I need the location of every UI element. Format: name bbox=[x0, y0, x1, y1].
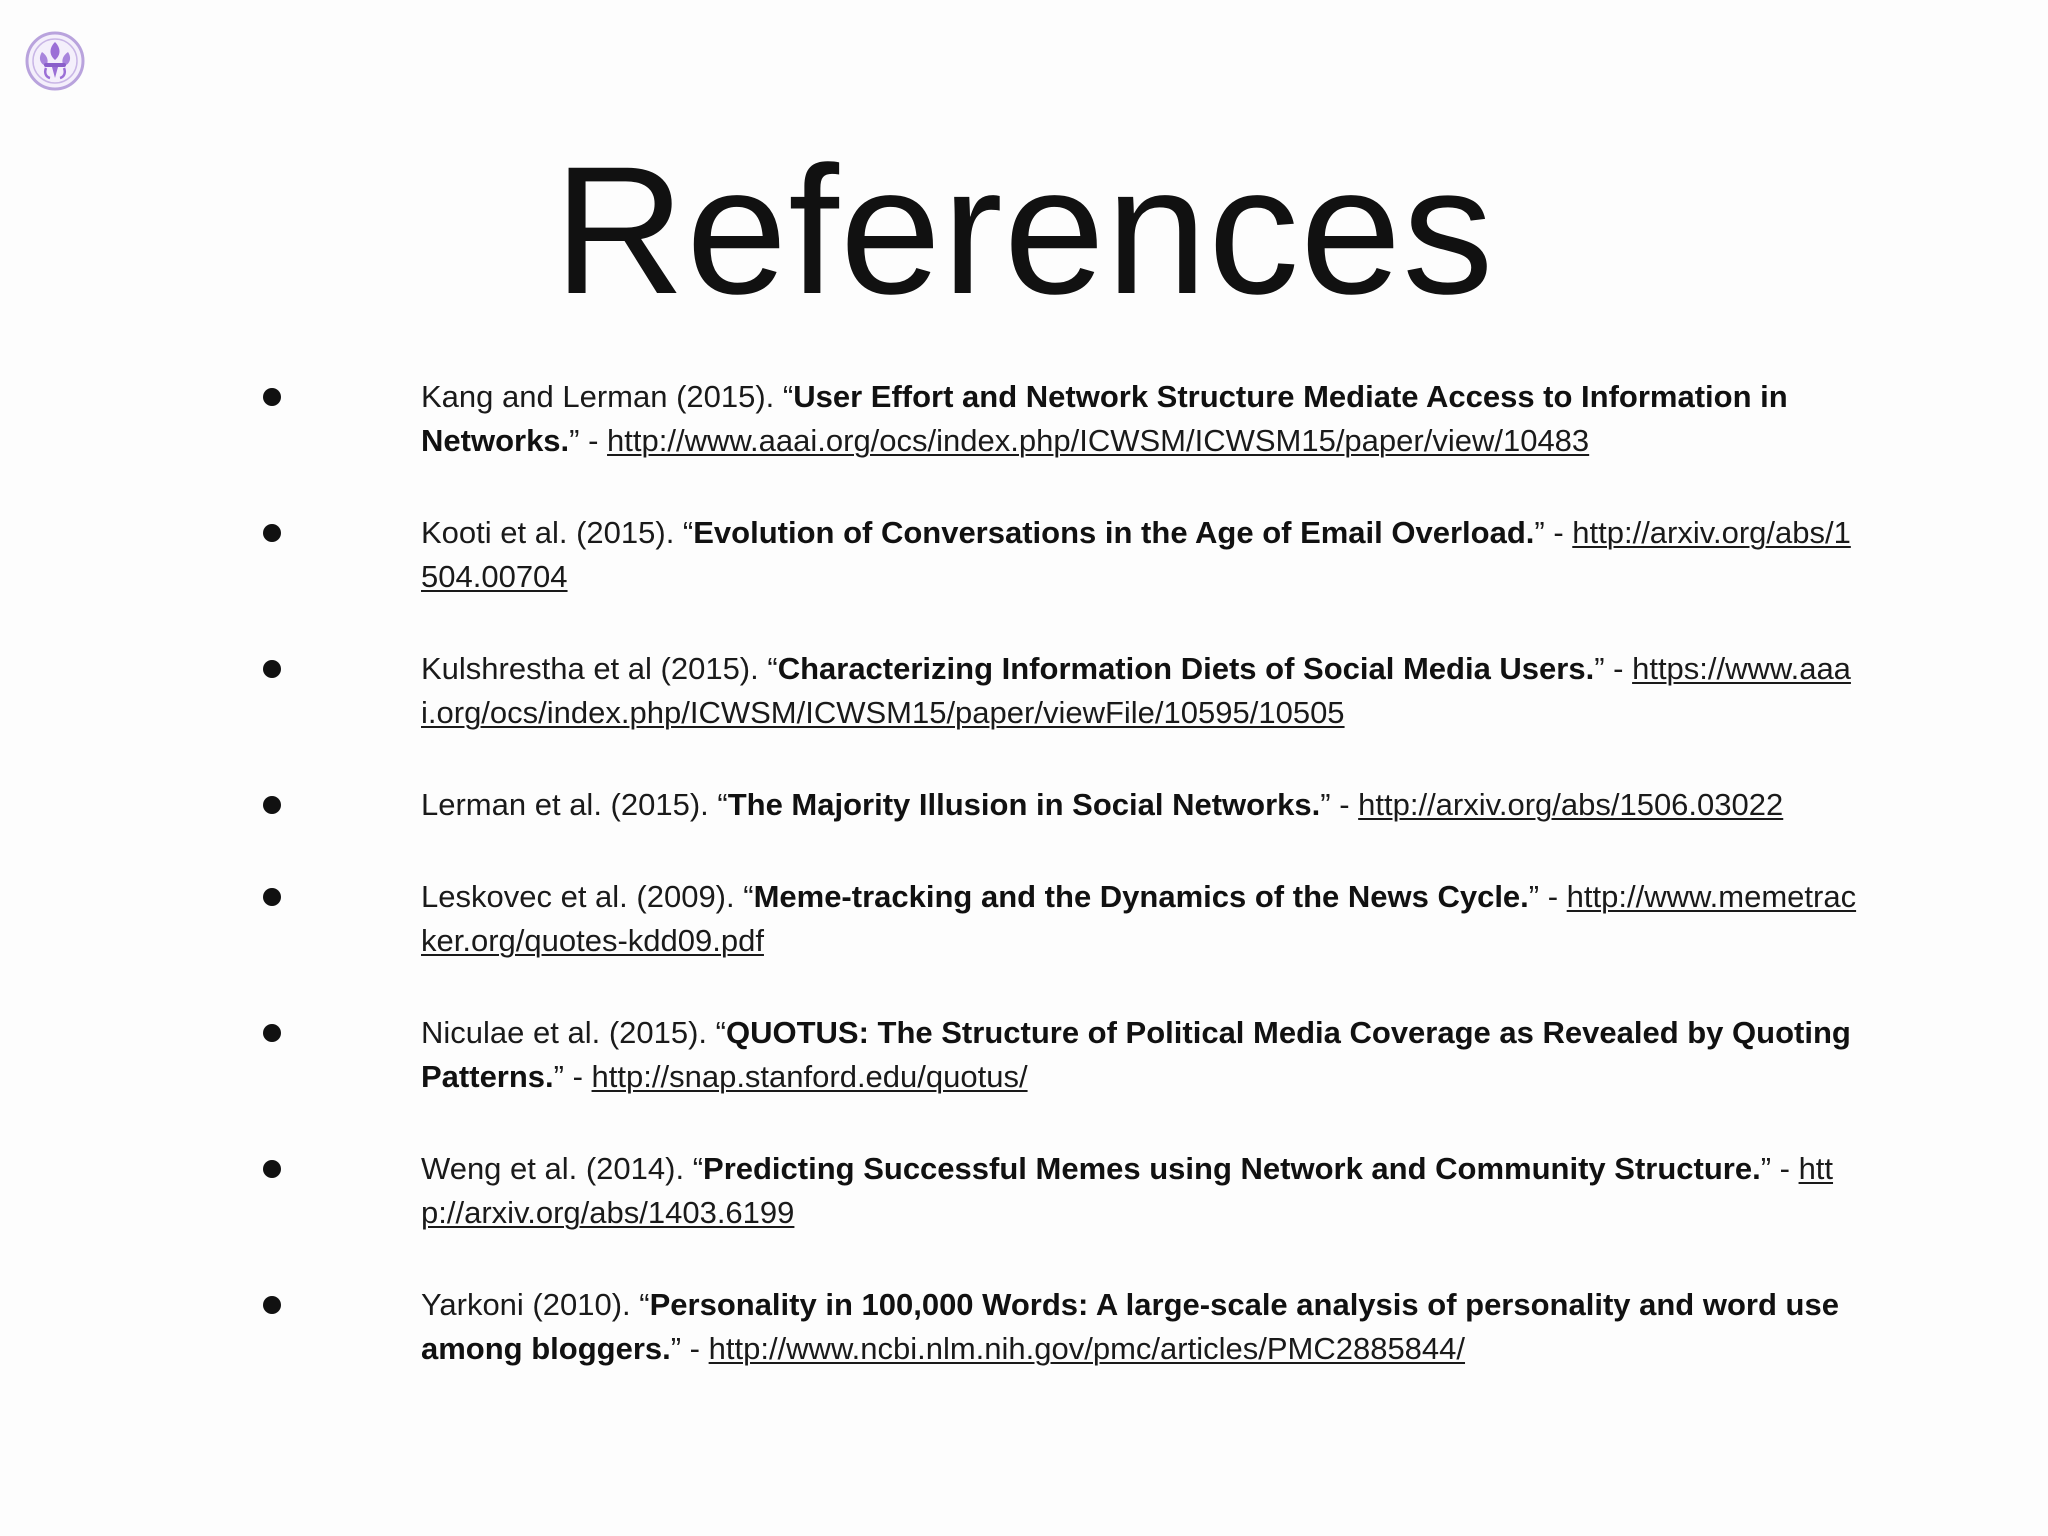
reference-separator: ” - bbox=[1534, 515, 1573, 550]
reference-item bbox=[0, 1283, 2048, 1371]
reference-separator: ” - bbox=[1594, 651, 1633, 686]
reference-citation: Weng et al. (2014). “ bbox=[421, 1151, 704, 1186]
bullet-icon bbox=[263, 888, 281, 906]
fleur-de-lis-seal-icon bbox=[24, 30, 86, 92]
reference-link[interactable]: http://arxiv.org/abs/1506.03022 bbox=[1358, 787, 1784, 822]
reference-title: Personality in 100,000 Words: A large-scale analysis of personality and word use among bloggers. bbox=[421, 1287, 1839, 1366]
reference-separator: ” - bbox=[670, 1331, 709, 1366]
page-title: References bbox=[553, 128, 1495, 332]
reference-link[interactable]: http://www.ncbi.nlm.nih.gov/pmc/articles/PMC2885844/ bbox=[708, 1331, 1466, 1366]
reference-item bbox=[0, 1147, 2048, 1235]
reference-link[interactable]: http://arxiv.org/abs/1403.6199 bbox=[421, 1151, 1834, 1230]
reference-link[interactable]: http://snap.stanford.edu/quotus/ bbox=[591, 1059, 1028, 1094]
reference-separator: ” - bbox=[569, 423, 608, 458]
reference-citation: Lerman et al. (2015). “ bbox=[421, 787, 728, 822]
reference-citation: Leskovec et al. (2009). “ bbox=[421, 879, 754, 914]
bullet-icon bbox=[263, 1024, 281, 1042]
bullet-icon bbox=[263, 660, 281, 678]
reference-link[interactable]: http://arxiv.org/abs/1504.00704 bbox=[421, 515, 1851, 594]
reference-item bbox=[0, 375, 2048, 463]
bullet-icon bbox=[263, 1160, 281, 1178]
reference-citation: Niculae et al. (2015). “ bbox=[421, 1015, 726, 1050]
bullet-icon bbox=[263, 796, 281, 814]
reference-item bbox=[0, 511, 2048, 599]
reference-link[interactable]: http://www.memetracker.org/quotes-kdd09.pdf bbox=[421, 879, 1857, 958]
reference-title: Characterizing Information Diets of Social Media Users. bbox=[777, 651, 1595, 686]
reference-list bbox=[0, 375, 2048, 1419]
bullet-icon bbox=[263, 524, 281, 542]
reference-separator: ” - bbox=[1760, 1151, 1799, 1186]
reference-separator: ” - bbox=[1528, 879, 1567, 914]
reference-item bbox=[0, 647, 2048, 735]
reference-title: User Effort and Network Structure Mediate Access to Information in Networks. bbox=[421, 379, 1788, 458]
reference-item bbox=[0, 783, 2048, 827]
reference-separator: ” - bbox=[1320, 787, 1359, 822]
reference-item bbox=[0, 875, 2048, 963]
reference-separator: ” - bbox=[553, 1059, 592, 1094]
reference-citation: Kulshrestha et al (2015). “ bbox=[421, 651, 778, 686]
reference-title: QUOTUS: The Structure of Political Media Coverage as Revealed by Quoting Patterns. bbox=[421, 1015, 1851, 1094]
reference-citation: Kooti et al. (2015). “ bbox=[421, 515, 694, 550]
bullet-icon bbox=[263, 1296, 281, 1314]
bullet-icon bbox=[263, 388, 281, 406]
reference-title: The Majority Illusion in Social Networks. bbox=[727, 787, 1321, 822]
reference-citation: Kang and Lerman (2015). “ bbox=[421, 379, 794, 414]
reference-link[interactable]: https://www.aaai.org/ocs/index.php/ICWSM/ICWSM15/paper/viewFile/10595/10505 bbox=[421, 651, 1851, 730]
reference-title: Meme-tracking and the Dynamics of the News Cycle. bbox=[753, 879, 1529, 914]
reference-link[interactable]: http://www.aaai.org/ocs/index.php/ICWSM/ICWSM15/paper/view/10483 bbox=[607, 423, 1590, 458]
reference-title: Predicting Successful Memes using Network and Community Structure. bbox=[703, 1151, 1761, 1186]
reference-title: Evolution of Conversations in the Age of Email Overload. bbox=[693, 515, 1535, 550]
reference-item bbox=[0, 1011, 2048, 1099]
reference-citation: Yarkoni (2010). “ bbox=[421, 1287, 650, 1322]
